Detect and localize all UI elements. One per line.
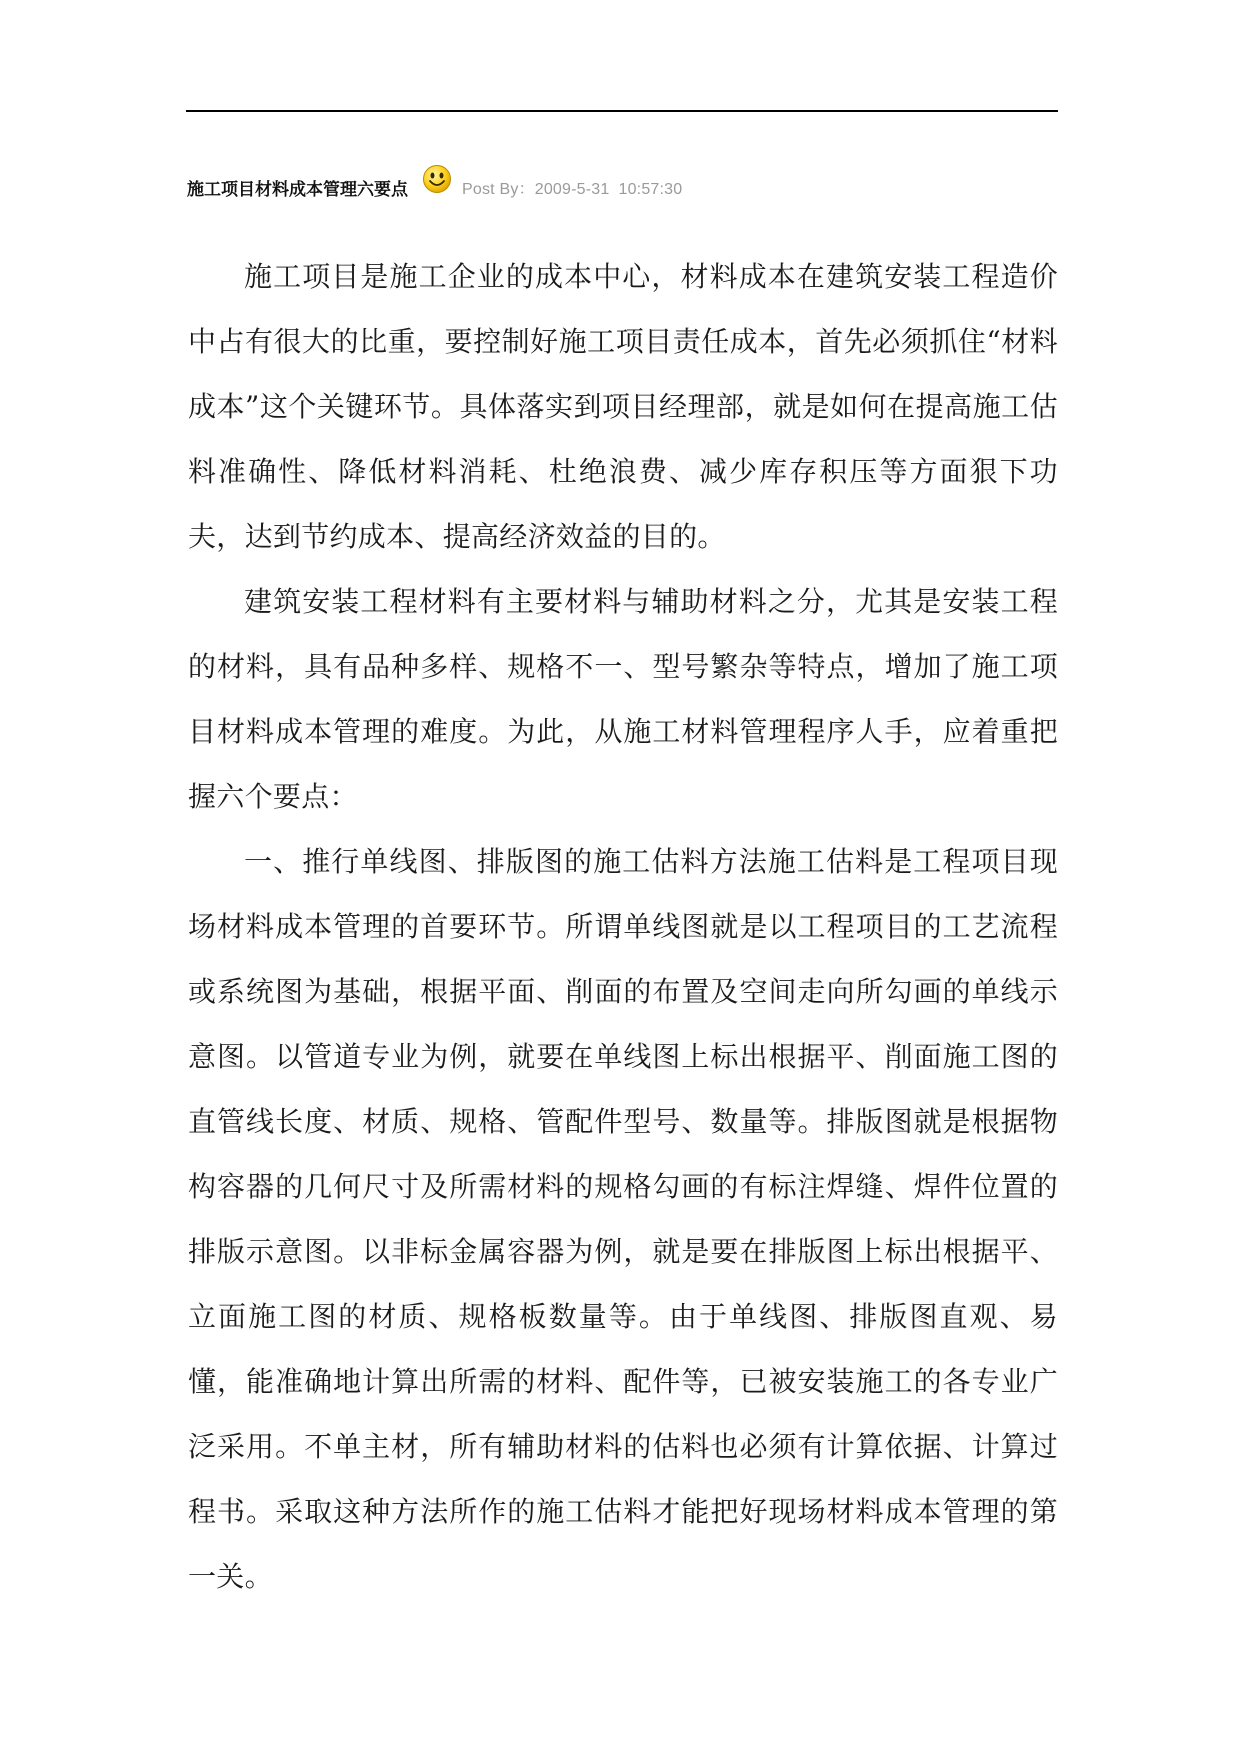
post-meta [462,176,682,199]
post-time: 10:57:30 [618,180,683,198]
article-paragraph: 一、推行单线图、排版图的施工估料方法施工估料是工程项目现场材料成本管理的首要环节。所谓单线图就是以工程项目的工艺流程或系统图为基础，根据平面、削面的布置及空间走向所勾画的单线示意图。以管道专业为例，就要在单线图上标出根据平、削面施工图的直管线长度、材质、规格、管配件型号、数量等。排版图就是根据物构容器的几何尺寸及所需材料的规格勾画的有标注焊缝、焊件位置的排版示意图。以非标金属容器为例，就是要在排版图上标出根据平、立面施工图的材质、规格板数量等。由于单线图、排版图直观、易懂，能准确地计算出所需的材料、配件等，已被安装施工的各专业广泛采用。不单主材，所有辅助材料的估料也必须有计算依据、计算过程书。采取这种方法所作的施工估料才能把好现场材料成本管理的第一关。 [188,845,1058,1593]
post-date: 2009-5-31 [534,180,610,198]
post-header [187,162,682,212]
post-title: 施工项目材料成本管理六要点 [187,179,408,200]
article-paragraph: 建筑安装工程材料有主要材料与辅助材料之分，尤其是安装工程的材料，具有品种多样、规格不一、型号繁杂等特点，增加了施工项目材料成本管理的难度。为此，从施工材料管理程序人手，应着重把握六个要点： [188,585,1058,813]
post-by-label: Post By： [462,180,535,198]
smiley-face-icon [422,164,452,198]
top-divider [186,110,1058,112]
article-body [188,244,1058,1609]
article-paragraph: 施工项目是施工企业的成本中心，材料成本在建筑安装工程造价中占有很大的比重，要控制好施工项目责任成本，首先必须抓住“材料成本”这个关键环节。具体落实到项目经理部，就是如何在提高施工估料准确性、降低材料消耗、杜绝浪费、减少库存积压等方面狠下功夫，达到节约成本、提高经济效益的目的。 [188,260,1058,553]
